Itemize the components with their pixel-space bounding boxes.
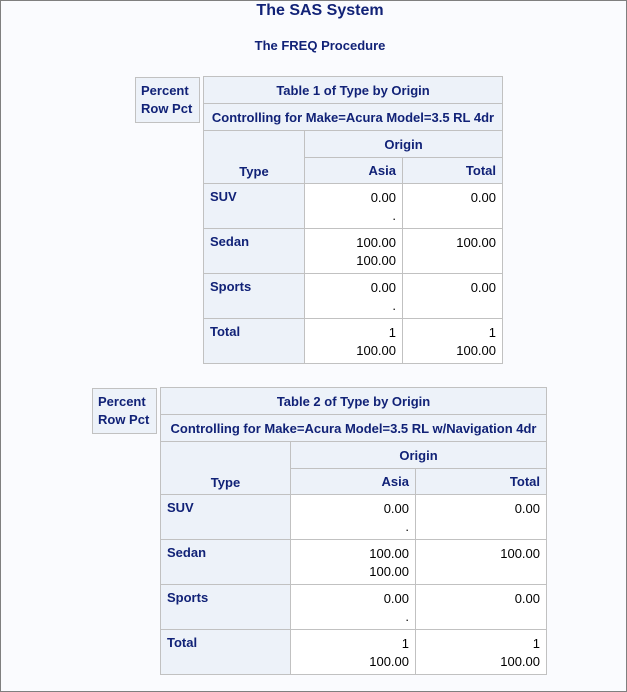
data-cell: 1 100.00 <box>403 319 503 364</box>
table-row <box>161 630 547 675</box>
table-subtitle: Controlling for Make=Acura Model=3.5 RL w/Navigation 4dr <box>161 415 547 442</box>
freq-table-1 <box>203 76 503 364</box>
legend-line-percent: Percent <box>98 394 146 409</box>
column-header: Asia <box>291 469 416 495</box>
data-cell: 0.00 <box>416 585 547 630</box>
legend-line-percent: Percent <box>141 83 189 98</box>
spanning-header: Origin <box>291 442 547 469</box>
system-title: The SAS System <box>256 2 384 19</box>
row-variable-header: Type <box>161 442 291 495</box>
column-header: Total <box>416 469 547 495</box>
table-subtitle: Controlling for Make=Acura Model=3.5 RL 4dr <box>204 104 503 131</box>
procedure-title: The FREQ Procedure <box>254 38 386 53</box>
data-cell: 1 100.00 <box>291 630 416 675</box>
table-row <box>161 540 547 585</box>
data-cell: 0.00 . <box>305 274 403 319</box>
row-header: Total <box>204 319 305 364</box>
table-row <box>204 274 503 319</box>
table-row <box>204 184 503 229</box>
data-cell: 1 100.00 <box>305 319 403 364</box>
legend-line-rowpct: Row Pct <box>98 412 150 427</box>
row-variable-header: Type <box>204 131 305 184</box>
data-cell: 0.00 <box>403 274 503 319</box>
row-header: SUV <box>161 495 291 540</box>
table-row <box>204 319 503 364</box>
row-header: Sedan <box>204 229 305 274</box>
data-cell: 1 100.00 <box>416 630 547 675</box>
freq-table-2 <box>160 387 547 675</box>
row-header: Sports <box>161 585 291 630</box>
row-header: Total <box>161 630 291 675</box>
row-header: Sedan <box>161 540 291 585</box>
row-header: SUV <box>204 184 305 229</box>
data-cell: 0.00 <box>403 184 503 229</box>
table-row <box>161 585 547 630</box>
table-row <box>161 495 547 540</box>
data-cell: 100.00 100.00 <box>291 540 416 585</box>
column-header: Asia <box>305 158 403 184</box>
legend-line-rowpct: Row Pct <box>141 101 193 116</box>
data-cell: 0.00 . <box>305 184 403 229</box>
data-cell: 100.00 100.00 <box>305 229 403 274</box>
spanning-header: Origin <box>305 131 503 158</box>
table-title: Table 1 of Type by Origin <box>204 77 503 104</box>
data-cell: 100.00 <box>416 540 547 585</box>
data-cell: 0.00 . <box>291 585 416 630</box>
cell-legend <box>135 77 200 123</box>
data-cell: 0.00 <box>416 495 547 540</box>
table-title: Table 2 of Type by Origin <box>161 388 547 415</box>
table-row <box>204 229 503 274</box>
data-cell: 0.00 . <box>291 495 416 540</box>
column-header: Total <box>403 158 503 184</box>
row-header: Sports <box>204 274 305 319</box>
cell-legend <box>92 388 157 434</box>
data-cell: 100.00 <box>403 229 503 274</box>
